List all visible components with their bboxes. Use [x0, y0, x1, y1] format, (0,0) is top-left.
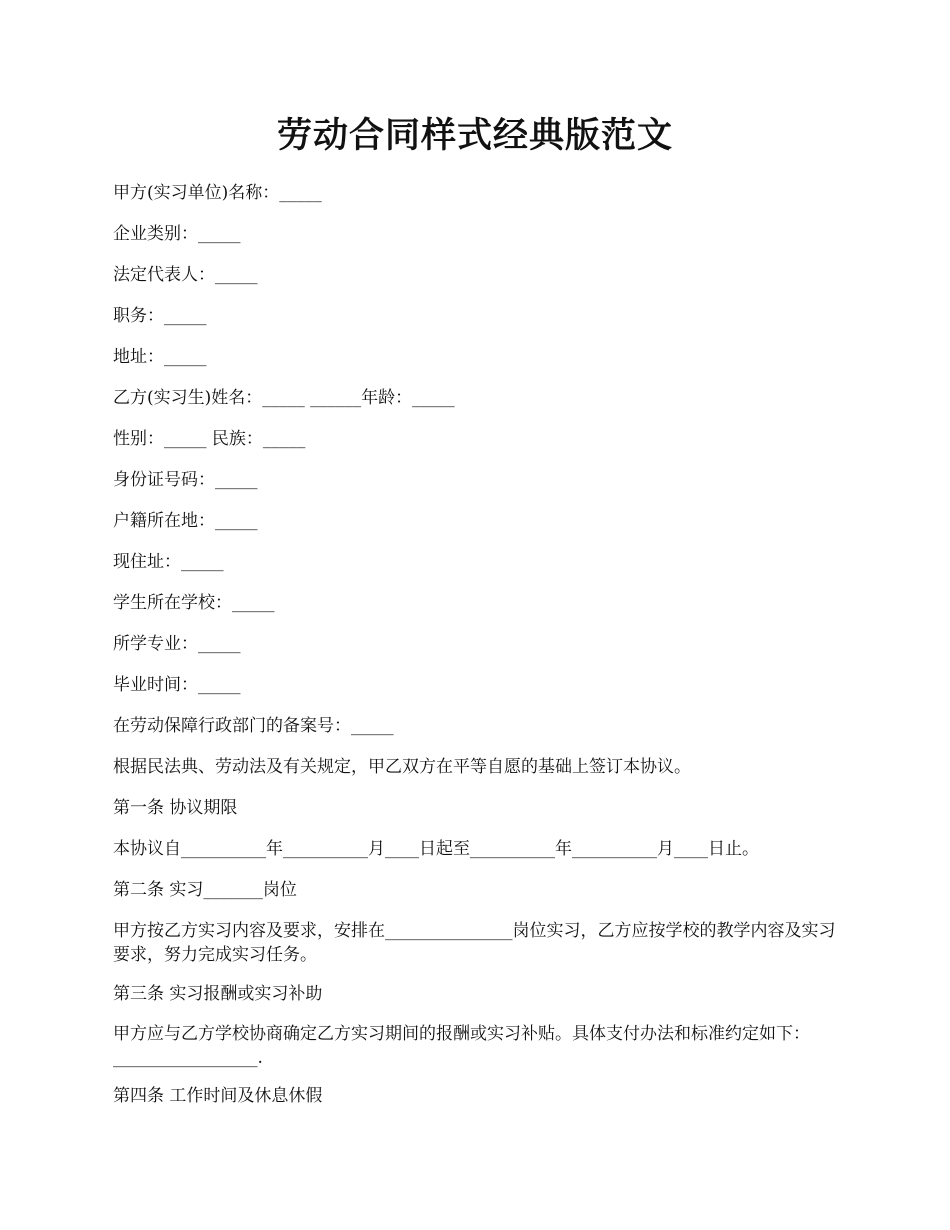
intro-paragraph: 根据民法典、劳动法及有关规定，甲乙双方在平等自愿的基础上签订本协议。 — [113, 757, 691, 777]
article-4-heading: 第四条 工作时间及休息休假 — [113, 1086, 323, 1106]
article-3-heading: 第三条 实习报酬或实习补助 — [113, 984, 323, 1004]
field-legal-representative: 法定代表人：_____ — [113, 265, 258, 285]
article-2-heading: 第二条 实习_______岗位 — [113, 880, 297, 900]
field-household-registration: 户籍所在地：_____ — [113, 511, 258, 531]
field-current-address: 现住址：_____ — [113, 552, 224, 572]
field-party-b-name-age: 乙方(实习生)姓名：_____ ______年龄：_____ — [113, 388, 455, 408]
document-title: 劳动合同样式经典版范文 — [276, 115, 673, 156]
field-party-a-name: 甲方(实习单位)名称：_____ — [113, 183, 322, 203]
field-gender-ethnicity: 性别：_____ 民族：_____ — [113, 429, 306, 449]
field-filing-number: 在劳动保障行政部门的备案号：_____ — [113, 716, 394, 736]
article-3-text: 甲方应与乙方学校协商确定乙方实习期间的报酬或实习补贴。具体支付办法和标准约定如下：_________________. — [113, 1024, 810, 1068]
field-address: 地址：_____ — [113, 347, 207, 367]
field-position: 职务：_____ — [113, 306, 207, 326]
article-2-text: 甲方按乙方实习内容及要求，安排在_______________岗位实习，乙方应按学校的教学内容及实习要求，努力完成实习任务。 — [113, 921, 836, 965]
field-graduation-time: 毕业时间：_____ — [113, 675, 241, 695]
article-1-text: 本协议自__________年__________月____日起至__________年__________月____日止。 — [113, 839, 759, 859]
field-school: 学生所在学校：_____ — [113, 593, 275, 613]
field-major: 所学专业：_____ — [113, 634, 241, 654]
field-company-type: 企业类别：_____ — [113, 224, 241, 244]
field-id-number: 身份证号码：_____ — [113, 470, 258, 490]
article-1-heading: 第一条 协议期限 — [113, 798, 238, 818]
